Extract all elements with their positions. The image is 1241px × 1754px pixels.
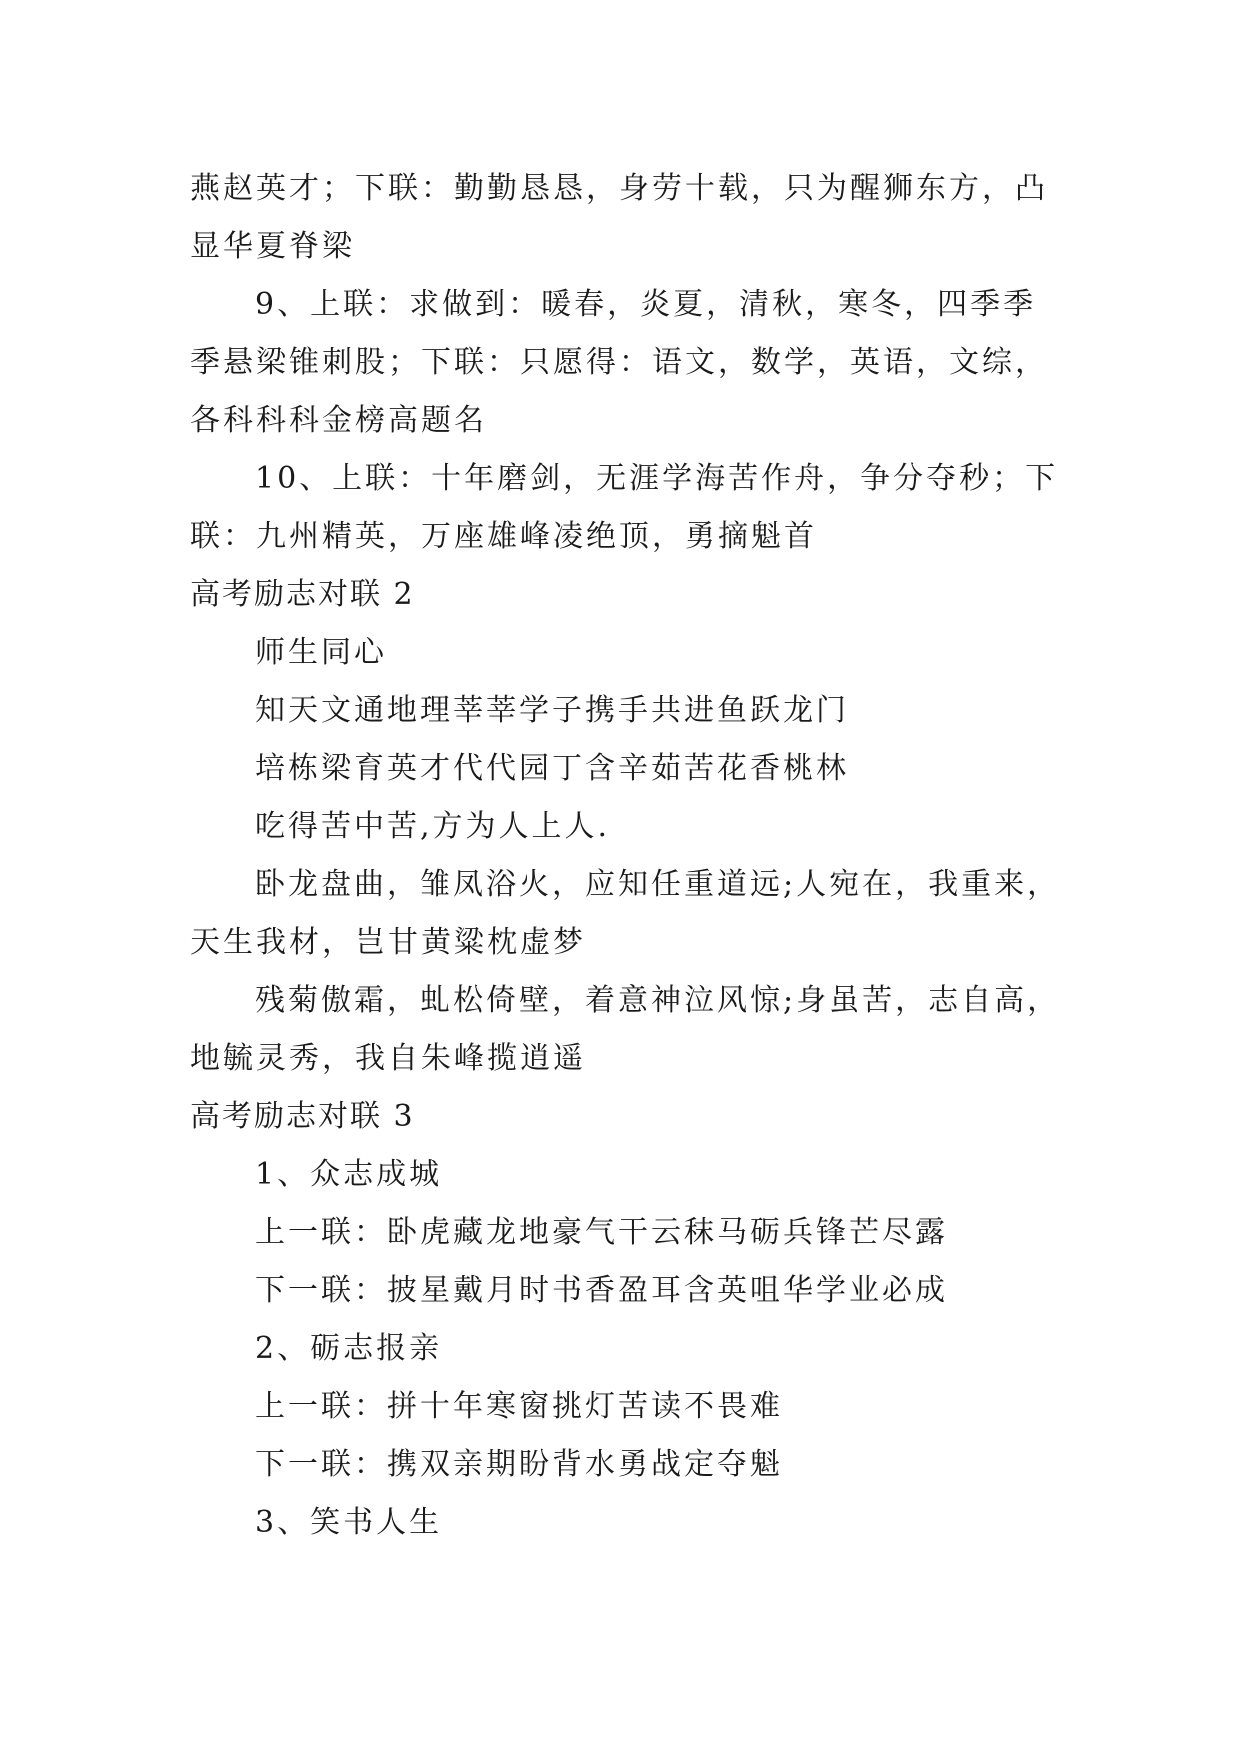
- paragraph-line: 上一联：卧虎藏龙地豪气干云秣马砺兵锋芒尽露: [255, 1215, 948, 1250]
- paragraph-line: 培栋梁育英才代代园丁含辛茹苦花香桃林: [255, 751, 849, 786]
- paragraph-line: 残菊傲霜，虬松倚壁，着意神泣风惊;身虽苦，志自高，: [255, 983, 1061, 1018]
- text-line: 季悬梁锥刺股；下联：只愿得：语文，数学，英语，文综，: [190, 345, 1048, 380]
- paragraph-line: 下一联：披星戴月时书香盈耳含英咀华学业必成: [255, 1273, 948, 1308]
- paragraph-line: 9、上联：求做到：暖春，炎夏，清秋，寒冬，四季季: [255, 287, 1037, 322]
- paragraph-line: 知天文通地理莘莘学子携手共进鱼跃龙门: [255, 693, 849, 728]
- paragraph-line: 10、上联：十年磨剑，无涯学海苦作舟，争分夺秒；下: [255, 461, 1059, 496]
- text-line: 地毓灵秀，我自朱峰揽逍遥: [190, 1041, 586, 1076]
- text-line: 各科科科金榜高题名: [190, 403, 487, 438]
- paragraph-line: 卧龙盘曲，雏凤浴火，应知任重道远;人宛在，我重来，: [255, 867, 1061, 902]
- paragraph-line: 3、笑书人生: [255, 1505, 443, 1540]
- document-page: [190, 160, 1070, 1552]
- paragraph-line: 下一联：携双亲期盼背水勇战定夺魁: [255, 1447, 783, 1482]
- paragraph-line: 上一联：拼十年寒窗挑灯苦读不畏难: [255, 1389, 783, 1424]
- text-line: 显华夏脊梁: [190, 229, 355, 264]
- paragraph-line: 师生同心: [255, 635, 387, 670]
- text-line: 联：九州精英，万座雄峰凌绝顶，勇摘魁首: [190, 519, 817, 554]
- section-heading: 高考励志对联 2: [190, 577, 415, 612]
- text-line: 天生我材，岂甘黄粱枕虚梦: [190, 925, 586, 960]
- paragraph-line: 2、砺志报亲: [255, 1331, 443, 1366]
- paragraph-line: 吃得苦中苦,方为人上人.: [255, 809, 611, 844]
- text-line: 燕赵英才；下联：勤勤恳恳，身劳十载，只为醒狮东方，凸: [190, 171, 1048, 206]
- paragraph-line: 1、众志成城: [255, 1157, 443, 1192]
- section-heading: 高考励志对联 3: [190, 1099, 415, 1134]
